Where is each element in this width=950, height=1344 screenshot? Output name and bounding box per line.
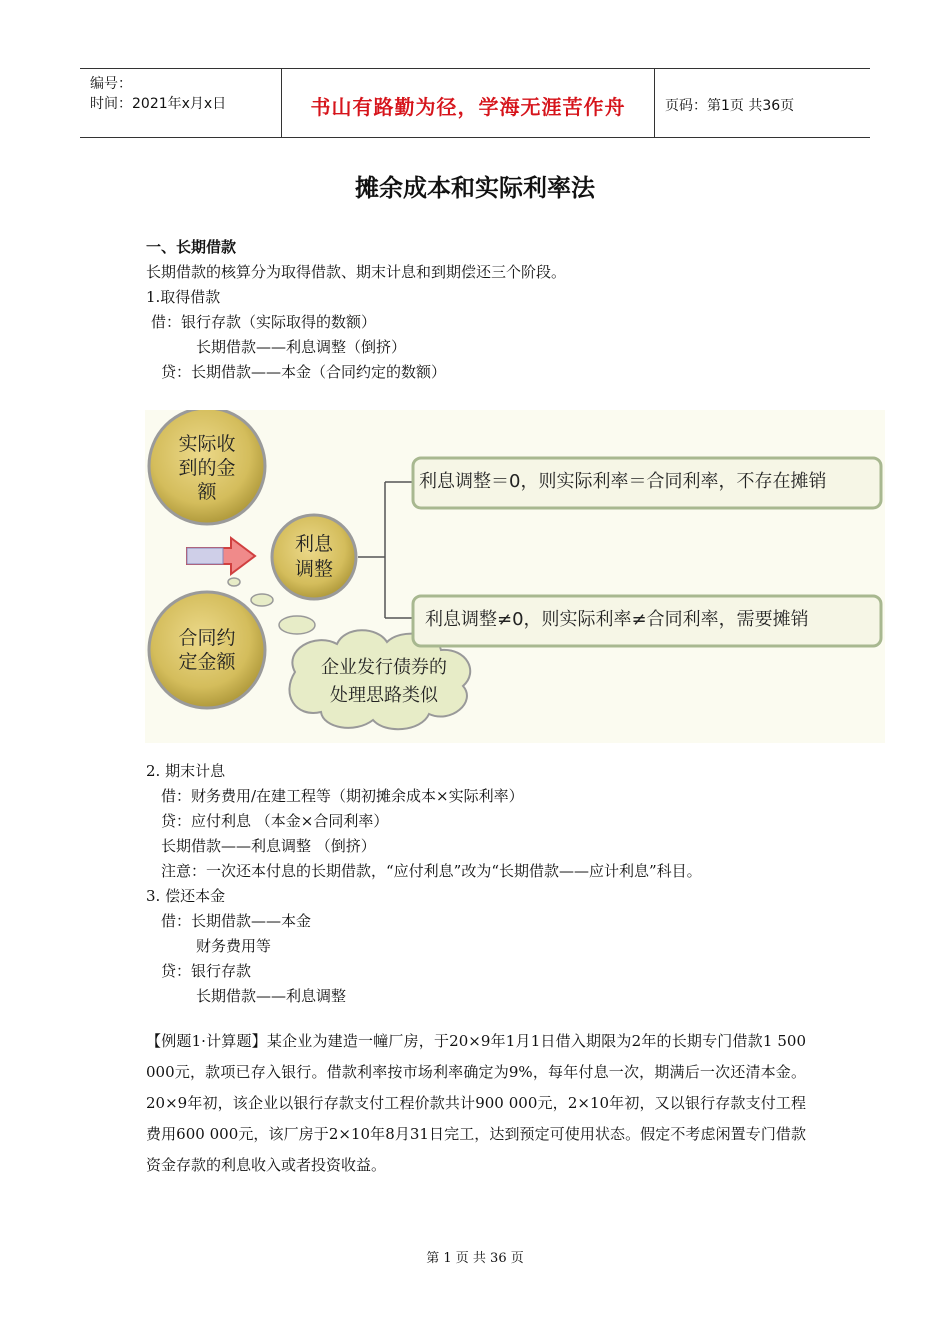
example-text: 某企业为建造一幢厂房，于20×9年1月1日借入期限为2年的长期专门借款1 500 000元，款项已存入银行。借款利率按市场利率确定为9%，每年付息一次，期满后一次还清本金。20×9年初，该企业以银行存款支付工程价款共计900 000元，2×10年初，又以银行存款支付工程费用600 000元，该厂房于2×10年8月31日完工，达到预定可使用状态。假定不考虑闲置专门借款资金存款的利息收入或者投资收益。	[146, 1032, 806, 1174]
subsection-title-1: 1.取得借款	[146, 288, 221, 306]
contract-amount-label: 合同约 定金额	[178, 627, 236, 673]
thought-bubble	[251, 594, 273, 606]
subsection-title-2: 2. 期末计息	[146, 762, 226, 780]
motto: 书山有路勤为径，学海无涯苦作舟	[310, 95, 626, 119]
document-header	[80, 68, 870, 138]
entry-line: 贷：应付利息 （本金×合同利率）	[161, 812, 389, 830]
box-top-text: 利息调整＝0，则实际利率＝合同利率，不存在摊销	[419, 471, 827, 492]
entry-line: 借：财务费用/在建工程等（期初摊余成本×实际利率）	[161, 787, 524, 805]
header-right-cell	[655, 69, 870, 137]
header-left-cell	[80, 69, 282, 137]
section-heading: 一、长期借款	[146, 238, 237, 256]
page-footer: 第 1 页 共 36 页	[426, 1251, 524, 1266]
thought-bubble	[279, 616, 315, 634]
example-paragraph	[146, 1026, 806, 1181]
entry-line: 长期借款——利息调整	[196, 987, 347, 1005]
cloud-text: 企业发行债券的 处理思路类似	[321, 657, 447, 706]
entry-line: 长期借款——利息调整 （倒挤）	[161, 837, 376, 855]
example-label: 【例题1·计算题】	[146, 1032, 267, 1050]
subsection-title-3: 3. 偿还本金	[146, 887, 226, 905]
thought-bubble	[228, 578, 240, 586]
interest-adjustment-diagram	[145, 410, 885, 743]
entry-line: 贷：银行存款	[161, 962, 252, 980]
time-label: 时间：2021年x月x日	[90, 96, 227, 112]
box-bottom-text: 利息调整≠0，则实际利率≠合同利率，需要摊销	[425, 609, 809, 630]
number-label: 编号：	[90, 76, 132, 92]
entry-line: 财务费用等	[196, 937, 272, 955]
page-title: 摊余成本和实际利率法	[355, 174, 595, 202]
header-center-cell	[282, 69, 655, 137]
intro-text: 长期借款的核算分为取得借款、期末计息和到期偿还三个阶段。	[146, 263, 567, 281]
interest-adjustment-label: 利息 调整	[294, 533, 333, 580]
entry-line: 借：长期借款——本金	[161, 912, 312, 930]
entry-line: 借：银行存款（实际取得的数额）	[151, 313, 377, 331]
received-amount-label: 实际收 到的金 额	[178, 433, 236, 503]
entry-line: 贷：长期借款——本金（合同约定的数额）	[161, 363, 447, 381]
note-line: 注意：一次还本付息的长期借款，“应付利息”改为“长期借款——应计利息”科目。	[161, 862, 702, 880]
connector-lines	[358, 482, 413, 618]
entry-line: 长期借款——利息调整（倒挤）	[196, 338, 407, 356]
page-label: 页码：第1页 共36页	[665, 98, 795, 114]
